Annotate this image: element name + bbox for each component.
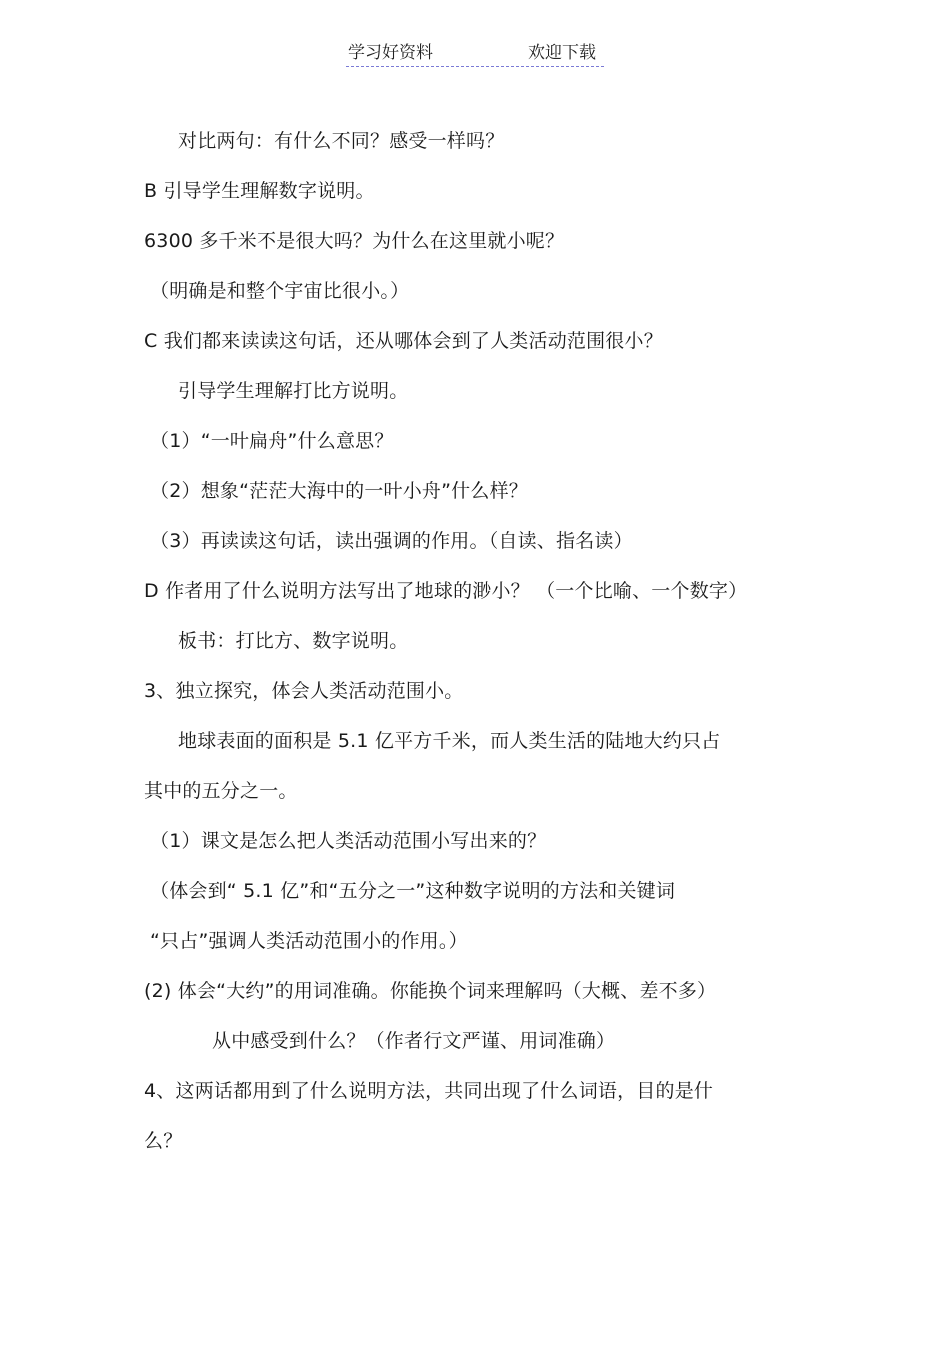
paragraph-line: 3、独立探究，体会人类活动范围小。 [144,680,464,702]
page-header [346,40,604,67]
paragraph-line: （明确是和整个宇宙比很小。） [150,280,410,302]
paragraph-line: 其中的五分之一。 [144,780,298,802]
paragraph-line: 板书：打比方、数字说明。 [178,630,409,652]
paragraph-line: 从中感受到什么？（作者行文严谨、用词准确） [212,1030,616,1052]
header-right-text: 欢迎下载 [528,43,596,63]
document-body [144,116,824,1166]
paragraph-line: 引导学生理解打比方说明。 [178,380,409,402]
paragraph-line: （3）再读读这句话，读出强调的作用。（自读、指名读） [150,530,633,552]
paragraph-line: （2）想象“茫茫大海中的一叶小舟”什么样？ [150,480,528,502]
paragraph-line: B 引导学生理解数字说明。 [144,180,375,202]
paragraph-line: 地球表面的面积是 5.1 亿平方千米，而人类生活的陆地大约只占 [178,730,721,752]
paragraph-line: (2) 体会“大约”的用词准确。你能换个词来理解吗（大概、差不多） [144,980,717,1002]
paragraph-line: （体会到“ 5.1 亿”和“五分之一”这种数字说明的方法和关键词 [150,880,676,902]
paragraph-line: 么？ [144,1130,183,1152]
paragraph-line: D 作者用了什么说明方法写出了地球的渺小？ （一个比喻、一个数字） [144,580,748,602]
paragraph-line: 4、这两话都用到了什么说明方法，共同出现了什么词语，目的是什 [144,1080,714,1102]
header-left-text: 学习好资料 [348,43,433,63]
paragraph-line: 对比两句：有什么不同？感受一样吗？ [178,130,505,152]
paragraph-line: C 我们都来读读这句话，还从哪体会到了人类活动范围很小？ [144,330,663,352]
paragraph-line: （1）“一叶扁舟”什么意思？ [150,430,394,452]
paragraph-line: （1）课文是怎么把人类活动范围小写出来的？ [150,830,547,852]
paragraph-line: 6300 多千米不是很大吗？为什么在这里就小呢？ [144,230,565,252]
paragraph-line: “只占”强调人类活动范围小的作用。） [150,930,468,952]
